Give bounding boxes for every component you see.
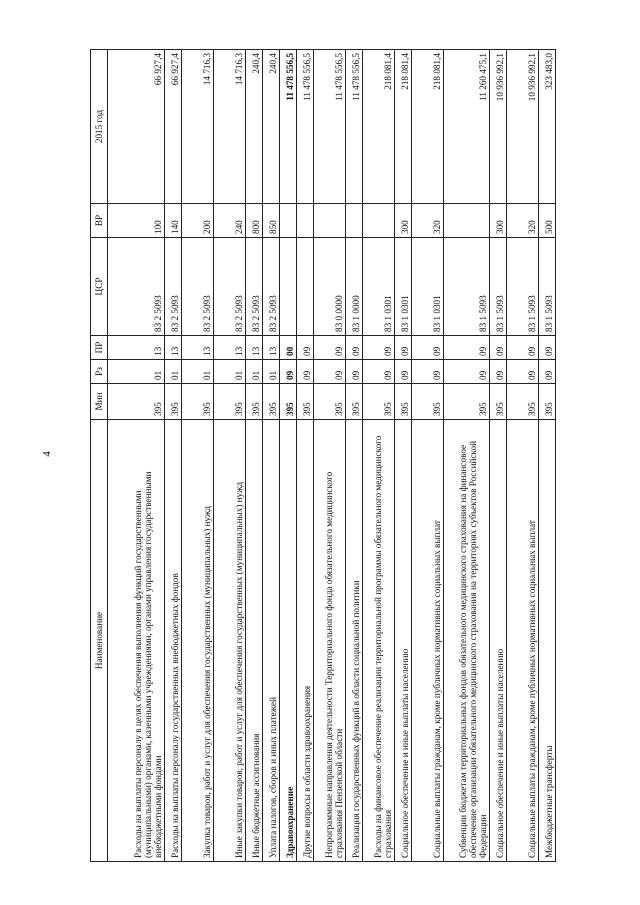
cell-name: Расходы на выплаты персоналу государственных внебюджетных фондов <box>165 420 182 862</box>
cell-rz: 09 <box>346 360 363 384</box>
cell-amount: 10 936 992,1 <box>507 50 539 204</box>
cell-pr: 13 <box>165 336 182 360</box>
cell-vr <box>314 204 346 238</box>
table-row <box>507 50 539 862</box>
cell-csr: 83 0 0000 <box>314 238 346 336</box>
column-header-rz: Рз <box>91 360 108 384</box>
cell-name: Субвенции бюджетам территориальных фондов обязательного медицинского страхования на финансовое обеспечение организации обязательного медицинского страхования на территориях субъектов Российской Федерации <box>444 420 490 862</box>
cell-csr: 83 2 5093 <box>182 238 214 336</box>
column-header-min: Мин <box>91 384 108 420</box>
table-row <box>263 50 280 862</box>
table-row <box>165 50 182 862</box>
column-header-amount: 2015 год <box>91 50 108 204</box>
cell-vr <box>297 204 314 238</box>
column-header-name: Наименование <box>91 420 108 862</box>
cell-name: Межбюджетные трансферты <box>539 420 556 862</box>
cell-rz: 01 <box>263 360 280 384</box>
cell-amount: 11 260 475,1 <box>444 50 490 204</box>
cell-rz: 01 <box>182 360 214 384</box>
cell-amount: 66 927,4 <box>165 50 182 204</box>
cell-min: 395 <box>444 384 490 420</box>
cell-vr <box>363 204 395 238</box>
cell-amount: 14 716,3 <box>182 50 214 204</box>
table-row <box>539 50 556 862</box>
cell-pr: 09 <box>507 336 539 360</box>
table-row <box>214 50 246 862</box>
cell-csr: 83 2 5093 <box>263 238 280 336</box>
cell-rz: 01 <box>165 360 182 384</box>
cell-pr: 09 <box>490 336 507 360</box>
cell-name: Закупка товаров, работ и услуг для обеспечения государственных (муниципальных) нужд <box>182 420 214 862</box>
cell-min: 395 <box>490 384 507 420</box>
table-row <box>182 50 214 862</box>
page-number: 4 <box>41 451 53 457</box>
cell-rz: 09 <box>539 360 556 384</box>
cell-min: 395 <box>539 384 556 420</box>
cell-min: 395 <box>507 384 539 420</box>
cell-amount: 218 081,4 <box>395 50 412 204</box>
cell-rz: 09 <box>280 360 297 384</box>
budget-table <box>90 49 556 862</box>
cell-min: 395 <box>297 384 314 420</box>
cell-vr <box>346 204 363 238</box>
cell-vr: 500 <box>539 204 556 238</box>
cell-pr: 09 <box>297 336 314 360</box>
cell-name: Социальные выплаты гражданам, кроме публичных нормативных социальных выплат <box>507 420 539 862</box>
cell-rz: 09 <box>363 360 395 384</box>
cell-vr: 200 <box>182 204 214 238</box>
cell-amount: 11 478 556,5 <box>297 50 314 204</box>
cell-name: Социальное обеспечение и иные выплаты населению <box>490 420 507 862</box>
cell-min: 395 <box>280 384 297 420</box>
cell-csr: 83 1 0000 <box>346 238 363 336</box>
cell-vr <box>444 204 490 238</box>
cell-min: 395 <box>263 384 280 420</box>
cell-vr: 300 <box>490 204 507 238</box>
cell-amount: 14 716,3 <box>214 50 246 204</box>
table-row <box>346 50 363 862</box>
cell-rz: 01 <box>108 360 165 384</box>
table-row <box>395 50 412 862</box>
cell-csr: 83 2 5093 <box>246 238 263 336</box>
table-row <box>490 50 507 862</box>
cell-min: 395 <box>165 384 182 420</box>
cell-vr: 320 <box>507 204 539 238</box>
cell-rz: 09 <box>444 360 490 384</box>
cell-amount: 240,4 <box>263 50 280 204</box>
cell-name: Иные закупки товаров, работ и услуг для обеспечения государственных (муниципальных) нужд <box>214 420 246 862</box>
cell-pr: 09 <box>314 336 346 360</box>
cell-min: 395 <box>412 384 444 420</box>
cell-csr: 83 1 0301 <box>395 238 412 336</box>
cell-name: Социальное обеспечение и иные выплаты населению <box>395 420 412 862</box>
header-row <box>91 50 108 862</box>
cell-name: Реализация государственных функций в области социальной политики <box>346 420 363 862</box>
cell-vr: 850 <box>263 204 280 238</box>
table-row <box>314 50 346 862</box>
cell-csr: 83 1 0301 <box>412 238 444 336</box>
cell-csr: 83 1 5093 <box>444 238 490 336</box>
column-header-csr: ЦСР <box>91 238 108 336</box>
cell-amount: 66 927,4 <box>108 50 165 204</box>
cell-csr: 83 2 5093 <box>214 238 246 336</box>
cell-csr <box>297 238 314 336</box>
cell-pr: 13 <box>214 336 246 360</box>
cell-pr: 13 <box>263 336 280 360</box>
cell-name: Иные бюджетные ассигнования <box>246 420 263 862</box>
cell-name: Непрограммные направления деятельности Территориального фонда обязательного медицинского страхования Пензенской области <box>314 420 346 862</box>
cell-pr: 13 <box>182 336 214 360</box>
cell-csr: 83 2 5093 <box>165 238 182 336</box>
cell-csr: 83 2 5093 <box>108 238 165 336</box>
cell-rz: 09 <box>490 360 507 384</box>
cell-amount: 11 478 556,5 <box>280 50 297 204</box>
cell-pr: 00 <box>280 336 297 360</box>
cell-vr: 300 <box>395 204 412 238</box>
cell-rz: 01 <box>246 360 263 384</box>
table-row <box>412 50 444 862</box>
cell-rz: 09 <box>314 360 346 384</box>
cell-name: Уплата налогов, сборов и иных платежей <box>263 420 280 862</box>
cell-pr: 09 <box>395 336 412 360</box>
cell-amount: 218 081,4 <box>412 50 444 204</box>
cell-rz: 01 <box>214 360 246 384</box>
cell-vr: 800 <box>246 204 263 238</box>
cell-min: 395 <box>363 384 395 420</box>
table-body <box>108 50 556 862</box>
table-row <box>363 50 395 862</box>
cell-pr: 13 <box>108 336 165 360</box>
cell-amount: 11 478 556,5 <box>346 50 363 204</box>
cell-name: Социальные выплаты гражданам, кроме публичных нормативных социальных выплат <box>412 420 444 862</box>
cell-name: Здравоохранение <box>280 420 297 862</box>
cell-vr: 240 <box>214 204 246 238</box>
cell-rz: 09 <box>412 360 444 384</box>
table-row <box>108 50 165 862</box>
cell-min: 395 <box>108 384 165 420</box>
cell-amount: 11 478 556,5 <box>314 50 346 204</box>
cell-csr <box>280 238 297 336</box>
cell-min: 395 <box>246 384 263 420</box>
cell-min: 395 <box>182 384 214 420</box>
cell-name: Другие вопросы в области здравоохранения <box>297 420 314 862</box>
cell-min: 395 <box>395 384 412 420</box>
cell-min: 395 <box>314 384 346 420</box>
cell-vr: 320 <box>412 204 444 238</box>
table-row <box>280 50 297 862</box>
cell-csr: 83 1 5093 <box>507 238 539 336</box>
cell-name: Расходы на финансовое обеспечение реализации территориальной программы обязательного медицинского страхования <box>363 420 395 862</box>
cell-amount: 10 936 992,1 <box>490 50 507 204</box>
rotated-table-container <box>90 50 554 862</box>
cell-pr: 09 <box>412 336 444 360</box>
cell-csr: 83 1 5093 <box>490 238 507 336</box>
cell-pr: 13 <box>246 336 263 360</box>
cell-pr: 09 <box>539 336 556 360</box>
table-row <box>246 50 263 862</box>
column-header-vr: ВР <box>91 204 108 238</box>
cell-pr: 09 <box>346 336 363 360</box>
cell-pr: 09 <box>363 336 395 360</box>
cell-amount: 323 483,0 <box>539 50 556 204</box>
cell-csr: 83 1 0301 <box>363 238 395 336</box>
cell-vr <box>280 204 297 238</box>
cell-vr: 100 <box>108 204 165 238</box>
cell-rz: 09 <box>395 360 412 384</box>
cell-amount: 240,4 <box>246 50 263 204</box>
cell-rz: 09 <box>507 360 539 384</box>
column-header-pr: ПР <box>91 336 108 360</box>
cell-min: 395 <box>346 384 363 420</box>
cell-name: Расходы на выплаты персоналу в целях обеспечения выполнения функций государственными (муниципальными) органами, казенными учреждениями, органами управления государственными внебюджетными фондами <box>108 420 165 862</box>
table-row <box>444 50 490 862</box>
cell-rz: 09 <box>297 360 314 384</box>
table-row <box>297 50 314 862</box>
cell-pr: 09 <box>444 336 490 360</box>
cell-csr: 83 1 5093 <box>539 238 556 336</box>
cell-min: 395 <box>214 384 246 420</box>
cell-amount: 218 081,4 <box>363 50 395 204</box>
cell-vr: 140 <box>165 204 182 238</box>
